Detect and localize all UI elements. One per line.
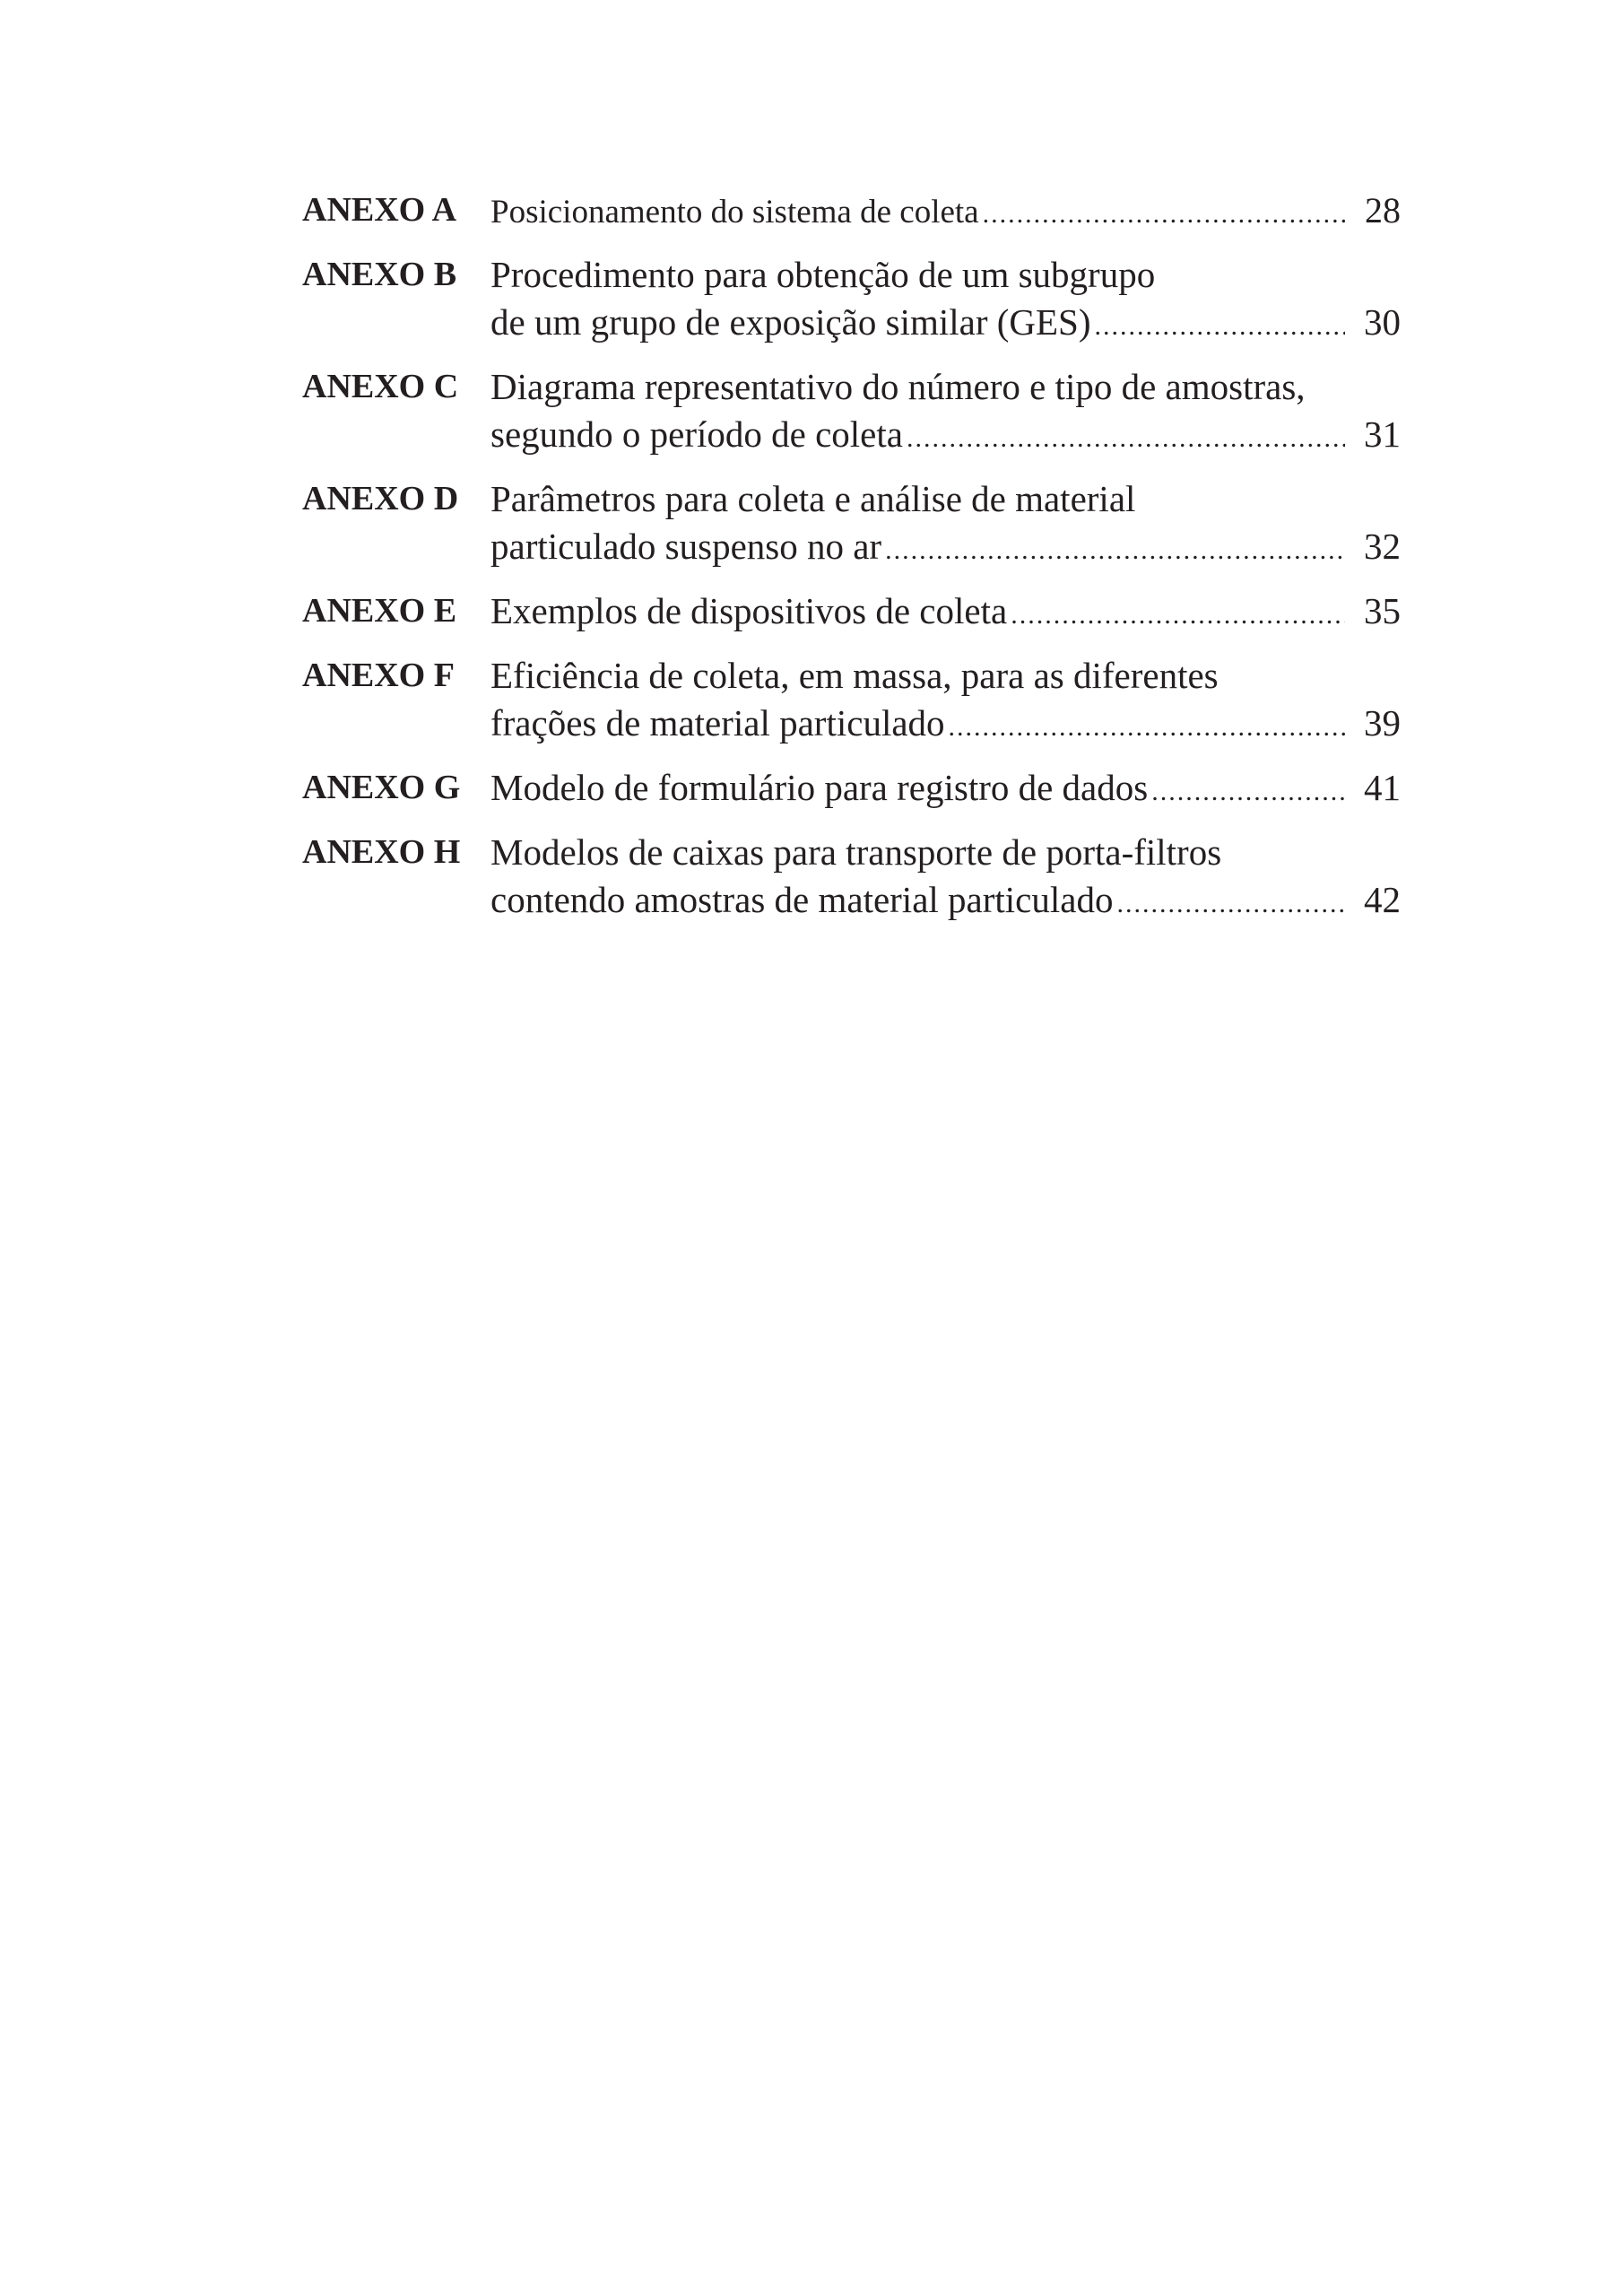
toc-entry-title	[490, 829, 1401, 927]
toc-entry-anexo-e	[302, 587, 1401, 639]
toc-entry-label: ANEXO E	[302, 592, 457, 630]
toc-entry-line	[490, 587, 1401, 639]
toc-entry-label: ANEXO G	[302, 769, 461, 806]
toc-entry-text: segundo o período de coleta	[490, 413, 903, 455]
toc-entry-anexo-f	[302, 652, 1401, 751]
toc-entry-anexo-b	[302, 251, 1401, 350]
toc-entry-line	[490, 700, 1401, 751]
toc-entry-line: Parâmetros para coleta e análise de material	[490, 478, 1136, 519]
toc-entry-line: Modelos de caixas para transporte de porta-filtros	[490, 831, 1222, 873]
dot-leader	[885, 526, 1345, 574]
toc-entry-line	[490, 764, 1401, 815]
toc-entry-title	[490, 187, 1401, 238]
toc-entry-anexo-g	[302, 764, 1401, 815]
toc-entry-line: Eficiência de coleta, em massa, para as diferentes	[490, 655, 1219, 696]
toc-entry-page-number: 32	[1364, 526, 1401, 567]
annex-table-of-contents	[302, 187, 1401, 927]
toc-entry-page-number: 41	[1364, 767, 1401, 808]
toc-entry-label: ANEXO F	[302, 657, 455, 694]
toc-entry-line: Procedimento para obtenção de um subgrupo	[490, 254, 1156, 295]
toc-entry-line	[490, 876, 1401, 927]
dot-leader	[949, 703, 1345, 751]
toc-entry-page-number: 39	[1364, 702, 1401, 744]
dot-leader	[1095, 302, 1345, 350]
toc-entry-label: ANEXO C	[302, 368, 459, 405]
dot-leader	[983, 190, 1345, 238]
toc-entry-title	[490, 475, 1401, 574]
toc-entry-line: Diagrama representativo do número e tipo de amostras,	[490, 366, 1306, 407]
toc-entry-text: Modelo de formulário para registro de dados	[490, 767, 1149, 808]
dot-leader	[1011, 591, 1345, 639]
toc-entry-page-number: 28	[1365, 190, 1401, 230]
dot-leader	[907, 414, 1345, 462]
toc-entry-page-number: 35	[1364, 590, 1401, 631]
toc-entry-line	[490, 523, 1401, 574]
toc-entry-anexo-h	[302, 829, 1401, 927]
toc-entry-label: ANEXO B	[302, 256, 457, 293]
toc-entry-anexo-a	[302, 187, 1401, 238]
toc-entry-label: ANEXO H	[302, 833, 461, 871]
dot-leader	[1116, 880, 1345, 927]
toc-entry-anexo-d	[302, 475, 1401, 574]
toc-entry-line	[490, 299, 1401, 350]
toc-entry-text: particulado suspenso no ar	[490, 526, 882, 567]
toc-entry-text: contendo amostras de material particulado	[490, 879, 1114, 920]
toc-entry-title	[490, 764, 1401, 815]
toc-entry-line	[490, 187, 1401, 238]
toc-entry-title	[490, 587, 1401, 639]
dot-leader	[1151, 768, 1345, 815]
toc-entry-text: frações de material particulado	[490, 702, 945, 744]
toc-entry-page-number: 31	[1364, 413, 1401, 455]
toc-entry-label: ANEXO D	[302, 480, 459, 517]
toc-entry-page-number: 30	[1364, 301, 1401, 343]
toc-entry-line	[490, 411, 1401, 462]
toc-entry-title	[490, 652, 1401, 751]
toc-entry-text: de um grupo de exposição similar (GES)	[490, 301, 1091, 343]
toc-entry-text: Posicionamento do sistema de coleta	[490, 194, 979, 230]
toc-entry-anexo-c	[302, 363, 1401, 462]
toc-entry-page-number: 42	[1364, 879, 1401, 920]
toc-entry-text: Exemplos de dispositivos de coleta	[490, 590, 1008, 631]
toc-entry-label: ANEXO A	[302, 191, 457, 229]
toc-entry-title	[490, 251, 1401, 350]
toc-entry-title	[490, 363, 1401, 462]
